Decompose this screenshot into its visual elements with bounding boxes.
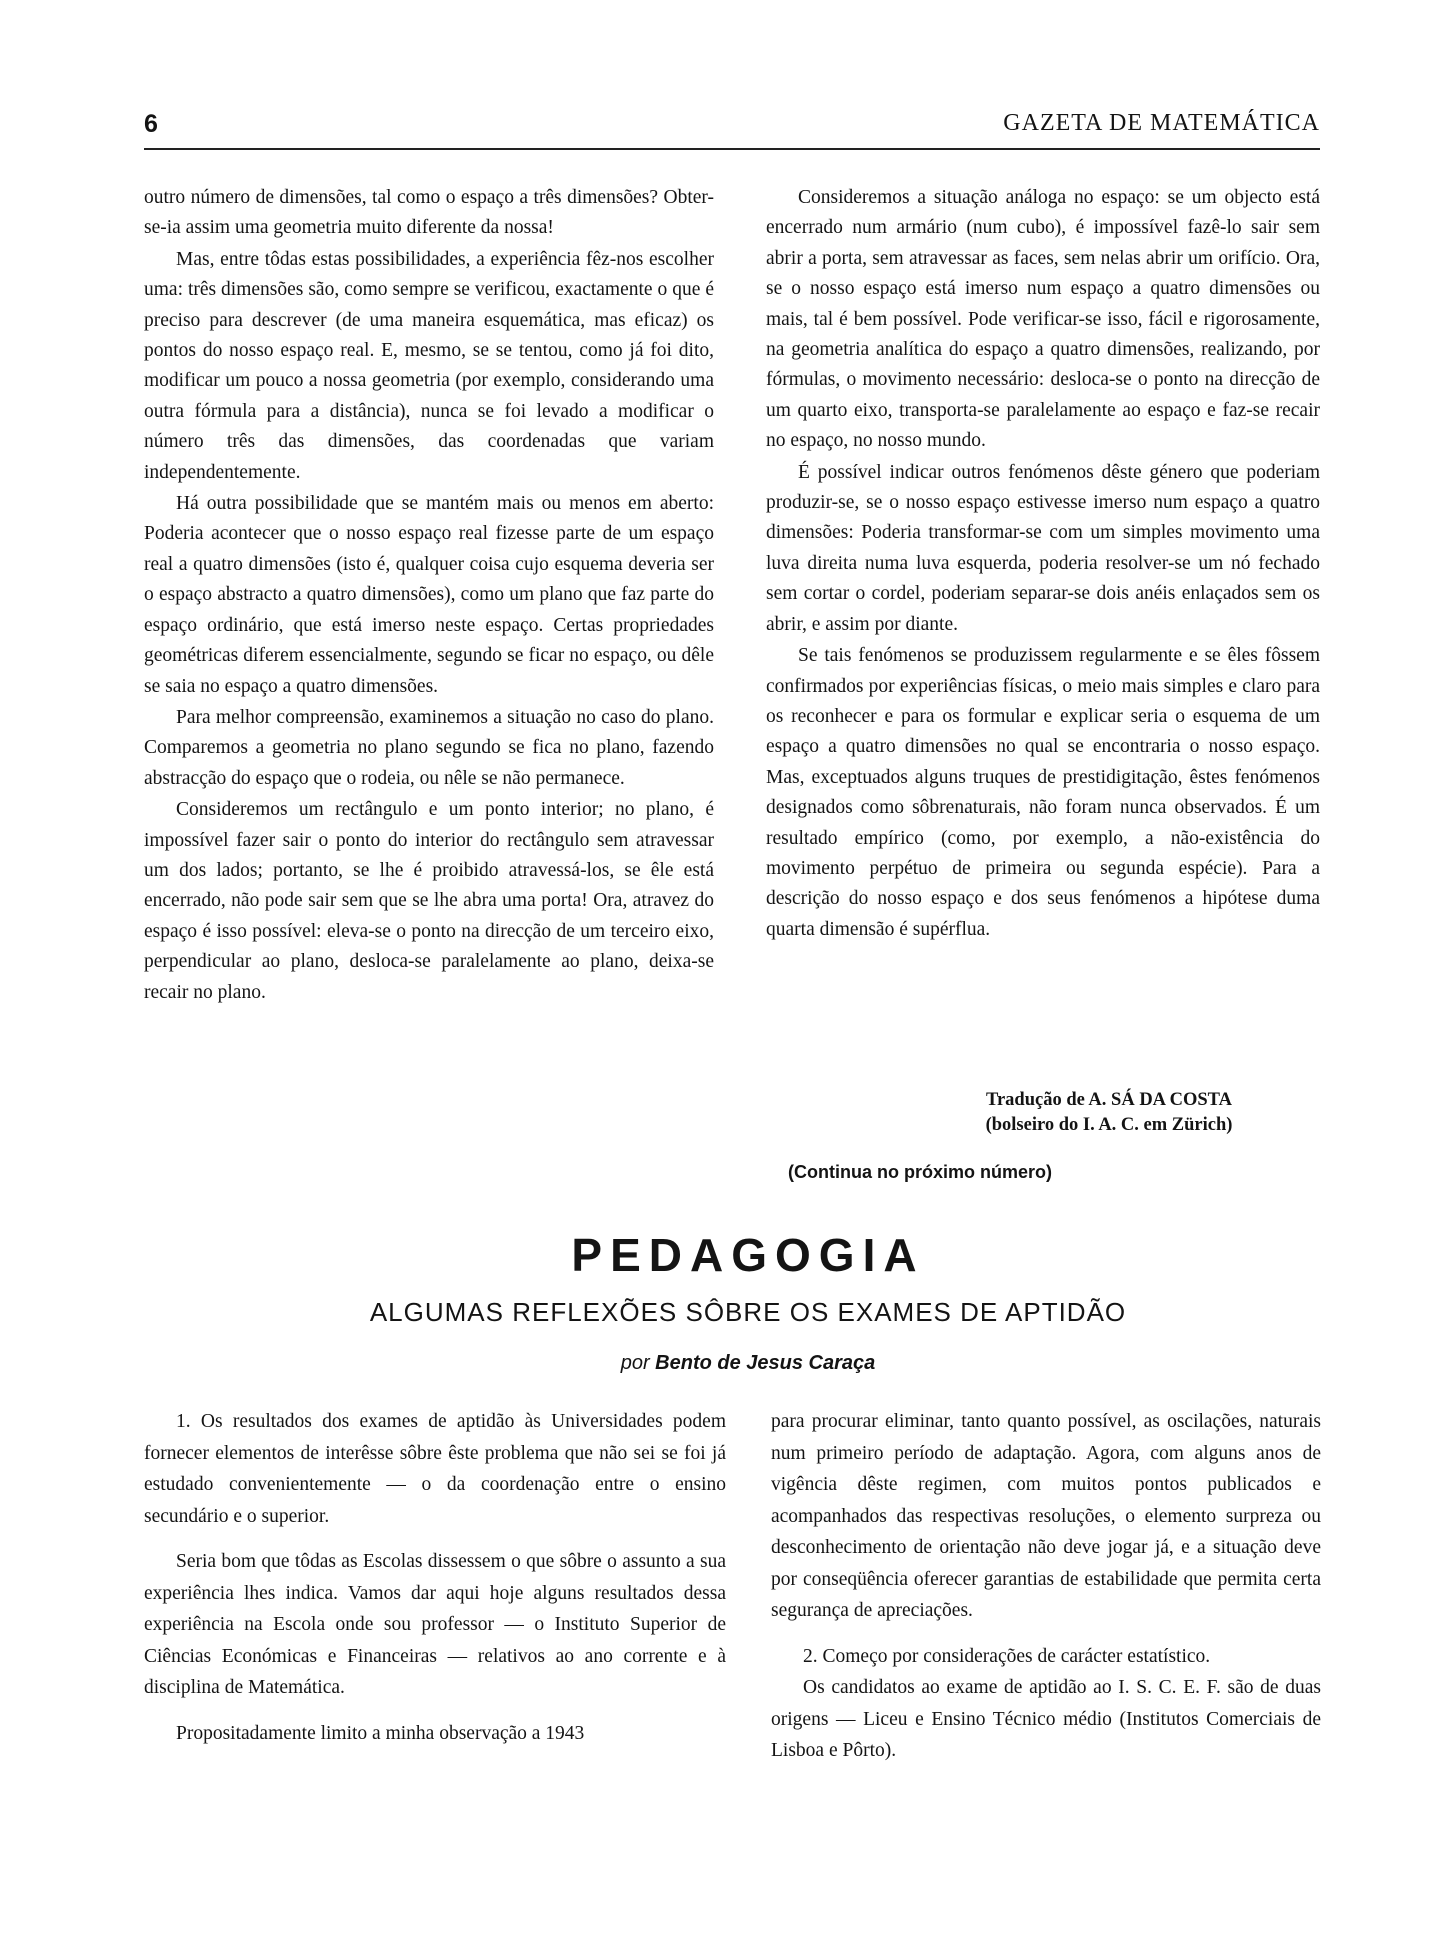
translation-credit <box>900 1088 1318 1138</box>
article2-column-right <box>771 1406 1321 1767</box>
paragraph: outro número de dimensões, tal como o espaço a três dimensões? Obter-se-ia assim uma geometria muito diferente da nossa! <box>144 187 714 239</box>
paragraph: Para melhor compreensão, examinemos a situação no caso do plano. Comparemos a geometria no plano segundo se fica no plano, fazendo abstracção do espaço que o rodeia, ou nêle se não permanece. <box>144 706 714 789</box>
paragraph: Há outra possibilidade que se mantém mais ou menos em aberto: Poderia acontecer que o nosso espaço real fizesse parte de um espaço real a quatro dimensões (isto é, qualquer coisa cujo esquema deveria ser o espaço abstracto a quatro dimensões), como um plano que faz parte do espaço ordinário, que está imerso neste espaço. Certas propriedades geométricas diferem essencialmente, segundo se ficar no espaço, ou dêle se saia no espaço a quatro dimensões. <box>144 493 714 697</box>
translator-affiliation: (bolseiro do I. A. C. em Zürich) <box>985 1115 1233 1135</box>
article2-column-left <box>144 1406 726 1749</box>
paragraph: Mas, entre tôdas estas possibilidades, a experiência fêz-nos escolher uma: três dimensões são, como sempre se verificou, exactamente o que é preciso para descrever (de uma maneira esquemática, mas eficaz) os pontos do nosso espaço real. E, mesmo, se se tentou, como já foi dito, modificar um pouco a nossa geometria (por exemplo, considerando uma outra fórmula para a distância), nunca se foi levado a modificar o número três das dimensões, das coordenadas que variam independentemente. <box>144 248 714 483</box>
paragraph: Consideremos a situação análoga no espaço: se um objecto está encerrado num armário (num cubo), é impossível fazê-lo sair sem abrir a porta, sem atravessar as faces, sem nelas abrir um orifício. Ora, se o nosso espaço está imerso num espaço a quatro dimensões ou mais, tal é bem possível. Pode verificar-se isso, fácil e rigorosamente, na geometria analítica do espaço a quatro dimensões, realizando, por fórmulas, o movimento necessário: desloca-se o ponto na direcção de um quarto eixo, transporta-se paralelamente ao espaço e faz-se recair no espaço, no nosso mundo. <box>766 187 1320 452</box>
continued-note: (Continua no próximo número) <box>788 1162 1052 1182</box>
byline-prefix: por <box>620 1352 650 1374</box>
author-name: Bento de Jesus Caraça <box>655 1352 876 1374</box>
paragraph: Seria bom que tôdas as Escolas dissessem o que sôbre o assunto a sua experiência lhes indica. Vamos dar aqui hoje alguns resultados dessa experiência na Escola onde sou professor — o Instituto Superior de Ciências Económicas e Financeiras — relativos ao ano corrente e à disciplina de Matemática. <box>144 1551 726 1698</box>
article-title: ALGUMAS REFLEXÕES SÔBRE OS EXAMES DE APTIDÃO <box>369 1297 1127 1327</box>
journal-title: GAZETA DE MATEMÁTICA <box>1003 110 1320 136</box>
paragraph: 2. Começo por considerações de carácter estatístico. <box>803 1645 1211 1667</box>
translator-line: Tradução de A. SÁ DA COSTA <box>985 1090 1233 1110</box>
paragraph: 1. Os resultados dos exames de aptidão às Universidades podem fornecer elementos de interêsse sôbre êste problema que não sei se foi já estudado convenientemente — o da coordenação entre o ensino secundário e o superior. <box>144 1411 726 1527</box>
paragraph: para procurar eliminar, tanto quanto possível, as oscilações, naturais num primeiro período de adaptação. Agora, com alguns anos de vigência dêste regimen, com muitos pontos publicados e acompanhados das respectivas resoluções, o elemento surpreza ou desconhecimento de orientação não deve jogar já, e a situação deve por conseqüência oferecer garantias de estabilidade que permita certa segurança de apreciações. <box>771 1411 1321 1621</box>
article-column-left <box>144 183 714 1008</box>
page-header <box>144 108 1320 150</box>
section-title: PEDAGOGIA <box>571 1229 925 1281</box>
paragraph: É possível indicar outros fenómenos dêste género que poderiam produzir-se, se o nosso espaço estivesse imerso num espaço a quatro dimensões: Poderia transformar-se com um simples movimento uma luva direita numa luva esquerda, poderia resolver-se um nó fechado sem cortar o cordel, poderiam separar-se dois anéis enlaçados sem os abrir, e assim por diante. <box>766 461 1320 635</box>
paragraph: Consideremos um rectângulo e um ponto interior; no plano, é impossível fazer sair o ponto do interior do rectângulo sem atravessar um dos lados; portanto, se lhe é proibido atravessá-los, se êle está encerrado, não pode sair sem que se lhe abra uma porta! Ora, atravez do espaço é isso possível: eleva-se o ponto na direcção de um terceiro eixo, perpendicular ao plano, desloca-se paralelamente ao plano, deixa-se recair no plano. <box>144 799 714 1003</box>
article-column-right <box>766 183 1320 945</box>
page-number: 6 <box>144 110 158 138</box>
paragraph: Os candidatos ao exame de aptidão ao I. S. C. E. F. são de duas origens — Liceu e Ensino Técnico médio (Institutos Comerciais de Lisboa e Pôrto). <box>771 1677 1321 1761</box>
paragraph: Se tais fenómenos se produzissem regularmente e se êles fôssem confirmados por experiências físicas, o meio mais simples e claro para os reconhecer e para os formular e explicar seria o esquema de um espaço a quatro dimensões no qual se encontraria o nosso espaço. Mas, exceptuados alguns truques de prestidigitação, êstes fenómenos designados como sôbrenaturais, não foram nunca observados. É um resultado empírico (como, por exemplo, a não-existência do movimento perpétuo de primeira ou segunda espécie). Para a descrição do nosso espaço e dos seus fenómenos a hipótese duma quarta dimensão é supérflua. <box>766 645 1320 940</box>
paragraph: Propositadamente limito a minha observação a 1943 <box>176 1722 585 1744</box>
byline <box>0 1352 1440 1375</box>
